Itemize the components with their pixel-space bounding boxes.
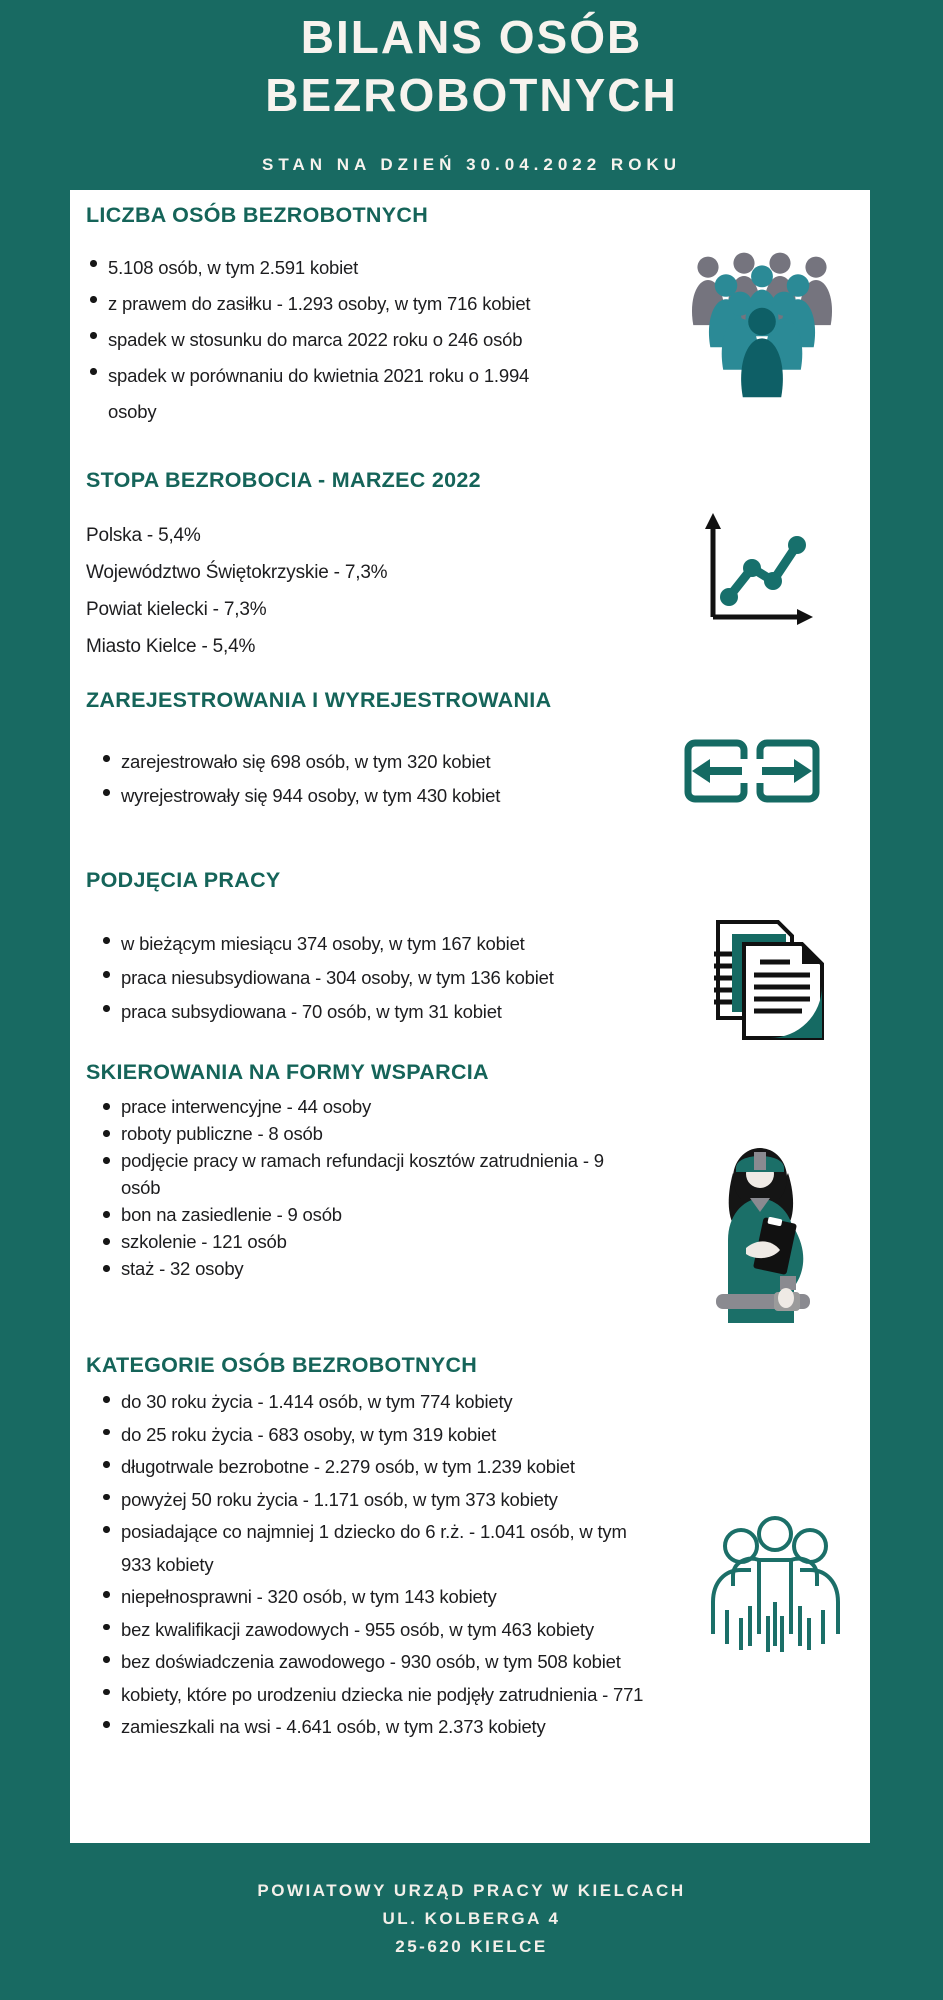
list-item: bez doświadczenia zawodowego - 930 osób, w tym 508 kobiet — [99, 1646, 661, 1679]
list-item: zarejestrowało się 698 osób, w tym 320 kobiet — [99, 745, 659, 779]
team-icon — [703, 1506, 848, 1654]
bullet-list — [99, 1093, 631, 1282]
list-item: spadek w porównaniu do kwietnia 2021 roku o 1.994 osoby — [86, 358, 568, 430]
section-kategorie-osob-bezrobotnych — [86, 1353, 686, 1744]
list-item: zamieszkali na wsi - 4.641 osób, w tym 2.373 kobiety — [99, 1711, 661, 1744]
documents-icon — [710, 916, 830, 1044]
list-item: podjęcie pracy w ramach refundacji kosztów zatrudnienia - 9 osób — [99, 1147, 631, 1201]
section-zarejestrowania-wyrejestrowania — [86, 688, 706, 813]
list-item: bez kwalifikacji zawodowych - 955 osób, w tym 463 kobiety — [99, 1614, 661, 1647]
section-heading: ZAREJESTROWANIA I WYREJESTROWANIA — [86, 688, 552, 712]
list-item: Województwo Świętokrzyskie - 7,3% — [86, 562, 388, 583]
section-heading: PODJĘCIA PRACY — [86, 868, 281, 892]
worker-woman-icon — [688, 1128, 838, 1328]
footer — [0, 1843, 943, 2000]
list-item: Polska - 5,4% — [86, 525, 201, 546]
list-item: niepełnosprawni - 320 osób, w tym 143 kobiety — [99, 1581, 661, 1614]
list-item: roboty publiczne - 8 osób — [99, 1120, 631, 1147]
section-heading: KATEGORIE OSÓB BEZROBOTNYCH — [86, 1353, 478, 1377]
section-heading: STOPA BEZROBOCIA - MARZEC 2022 — [86, 468, 481, 492]
footer-office-name: POWIATOWY URZĄD PRACY W KIELCACH — [257, 1881, 686, 1900]
list-item: 5.108 osób, w tym 2.591 kobiet — [86, 250, 568, 286]
crowd-icon — [682, 240, 842, 430]
title-line-2: BEZROBOTNYCH — [265, 69, 678, 121]
list-item: kobiety, które po urodzeniu dziecka nie podjęły zatrudnienia - 771 — [99, 1679, 661, 1712]
list-item: staż - 32 osoby — [99, 1255, 631, 1282]
footer-street: UL. KOLBERGA 4 — [382, 1909, 561, 1928]
section-skierowania-formy-wsparcia — [86, 1060, 686, 1282]
list-item: powyżej 50 roku życia - 1.171 osób, w tym 373 kobiety — [99, 1484, 661, 1517]
list-item: posiadające co najmniej 1 dziecko do 6 r.ż. - 1.041 osób, w tym 933 kobiety — [99, 1516, 661, 1581]
list-item: w bieżącym miesiącu 374 osoby, w tym 167 kobiet — [99, 927, 679, 961]
list-item: praca niesubsydiowana - 304 osoby, w tym 136 kobiet — [99, 961, 679, 995]
section-heading: SKIEROWANIA NA FORMY WSPARCIA — [86, 1060, 489, 1084]
bullet-list — [99, 927, 679, 1029]
list-item: Miasto Kielce - 5,4% — [86, 636, 256, 657]
footer-city: 25-620 KIELCE — [395, 1937, 548, 1956]
list-item: do 30 roku życia - 1.414 osób, w tym 774 kobiety — [99, 1386, 661, 1419]
section-liczba-osob-bezrobotnych — [86, 203, 686, 430]
list-item: bon na zasiedlenie - 9 osób — [99, 1201, 631, 1228]
bullet-list — [99, 745, 659, 813]
list-item: z prawem do zasiłku - 1.293 osoby, w tym 716 kobiet — [86, 286, 568, 322]
title-line-1: BILANS OSÓB — [300, 11, 643, 63]
register-arrows-icon — [682, 735, 822, 807]
list-item: spadek w stosunku do marca 2022 roku o 246 osób — [86, 322, 568, 358]
bullet-list — [86, 250, 568, 430]
list-item: prace interwencyjne - 44 osoby — [99, 1093, 631, 1120]
list-item: wyrejestrowały się 944 osoby, w tym 430 kobiet — [99, 779, 659, 813]
section-heading: LICZBA OSÓB BEZROBOTNYCH — [86, 203, 429, 227]
list-item: szkolenie - 121 osób — [99, 1228, 631, 1255]
stat-lines — [86, 517, 686, 665]
list-item: praca subsydiowana - 70 osób, w tym 31 kobiet — [99, 995, 679, 1029]
page-subtitle: STAN NA DZIEŃ 30.04.2022 ROKU — [262, 155, 681, 174]
list-item: Powiat kielecki - 7,3% — [86, 599, 267, 620]
section-stopa-bezrobocia — [86, 468, 686, 665]
bullet-list — [99, 1386, 661, 1744]
content-panel — [70, 190, 870, 1843]
section-podjecia-pracy — [86, 868, 706, 1029]
line-chart-icon — [695, 505, 820, 630]
page-title — [0, 8, 943, 124]
list-item: długotrwale bezrobotne - 2.279 osób, w tym 1.239 kobiet — [99, 1451, 661, 1484]
list-item: do 25 roku życia - 683 osoby, w tym 319 kobiet — [99, 1419, 661, 1452]
